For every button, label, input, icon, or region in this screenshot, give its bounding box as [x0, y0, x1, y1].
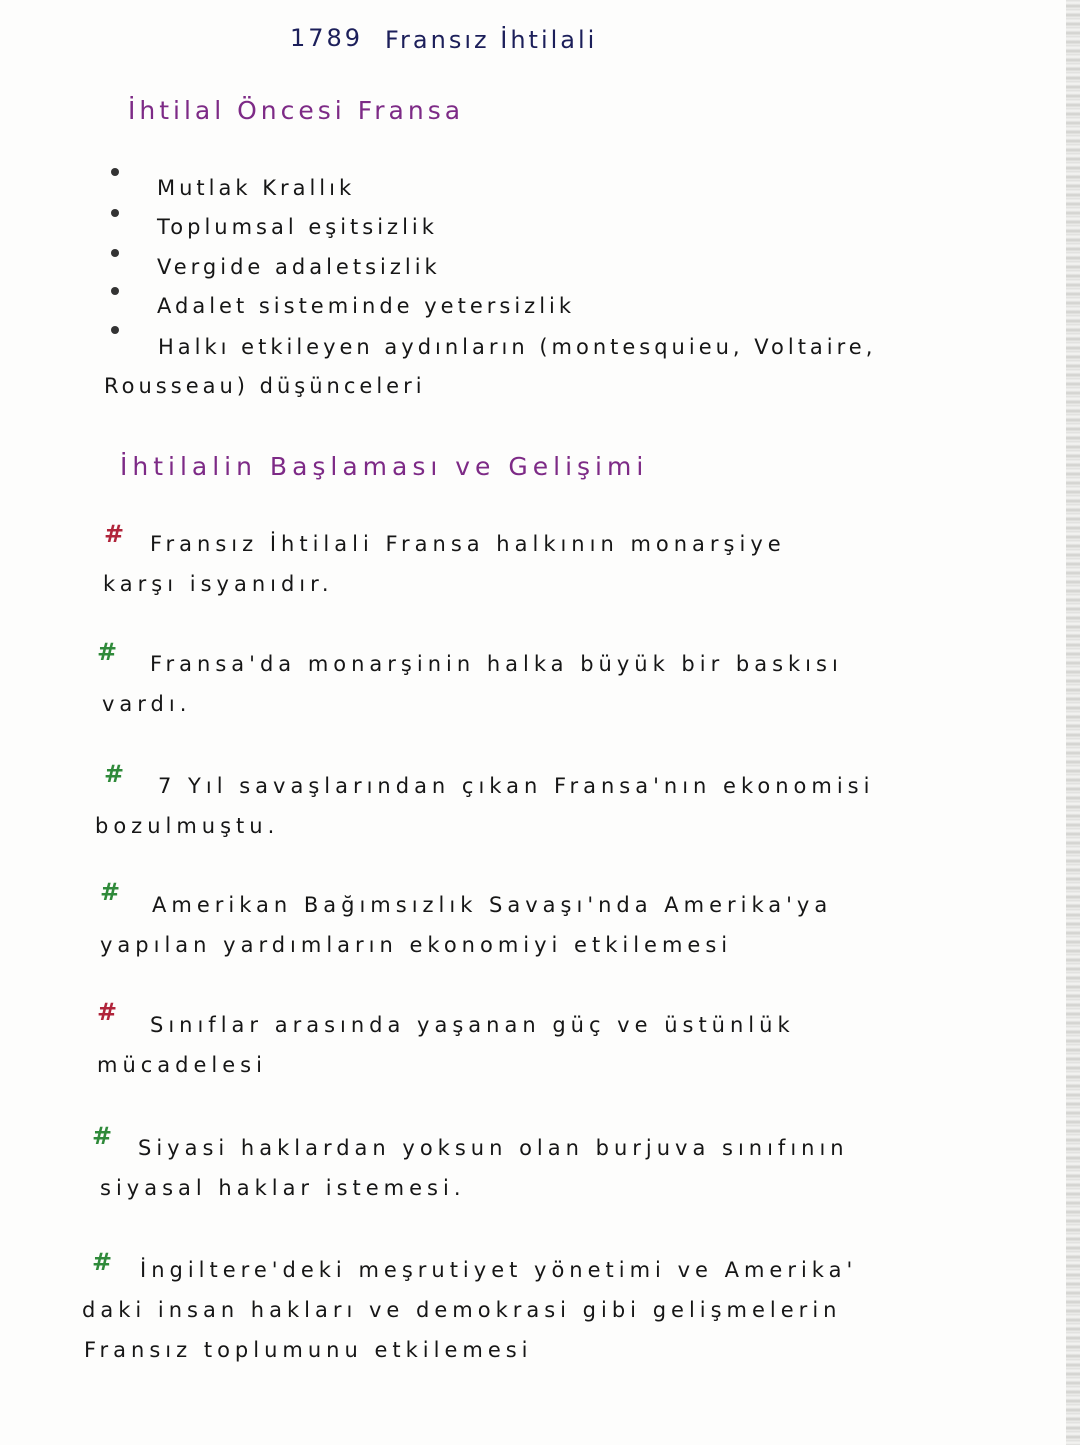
bullet-dot-icon	[111, 287, 119, 295]
list-item-line: Siyasi haklardan yoksun olan burjuva sınıfının	[138, 1136, 849, 1160]
bullet-dot-icon	[111, 249, 119, 257]
bullet-item-continuation: Rousseau) düşünceleri	[104, 374, 426, 398]
list-item-line: Sınıflar arasında yaşanan güç ve üstünlük	[150, 1013, 795, 1037]
bullet-item: Adalet sisteminde yetersizlik	[157, 294, 576, 318]
hash-bullet-icon: #	[104, 760, 125, 788]
list-item-line: Fransa'da monarşinin halka büyük bir baskısı	[150, 652, 843, 676]
bullet-dot-icon	[111, 168, 119, 176]
hash-bullet-icon: #	[104, 520, 125, 548]
hash-bullet-icon: #	[97, 638, 118, 666]
section-heading-revolution-development: İhtilalin Başlaması ve Gelişimi	[120, 452, 649, 481]
hash-bullet-icon: #	[100, 878, 121, 906]
hash-bullet-icon: #	[97, 998, 118, 1026]
list-item-line: 7 Yıl savaşlarından çıkan Fransa'nın ekonomisi	[158, 774, 875, 798]
list-item-line: İngiltere'deki meşrutiyet yönetimi ve Amerika'	[140, 1258, 858, 1282]
list-item-line: bozulmuştu.	[95, 814, 280, 838]
bullet-dot-icon	[111, 326, 119, 334]
bullet-item: Vergide adaletsizlik	[157, 255, 441, 279]
torn-page-edge	[1066, 0, 1080, 1445]
list-item-line: mücadelesi	[97, 1053, 267, 1077]
list-item-line: vardı.	[102, 692, 192, 716]
bullet-item: Mutlak Krallık	[157, 176, 356, 200]
bullet-item: Halkı etkileyen aydınların (montesquieu, Voltaire,	[158, 335, 877, 359]
list-item-line: karşı isyanıdır.	[103, 572, 334, 596]
list-item-line: Fransız İhtilali Fransa halkının monarşiye	[150, 532, 786, 556]
list-item-line: siyasal haklar istemesi.	[100, 1176, 466, 1200]
list-item-line: Amerikan Bağımsızlık Savaşı'nda Amerika'ya	[152, 893, 833, 917]
page-title: Fransız İhtilali	[385, 26, 598, 54]
hash-bullet-icon: #	[92, 1122, 113, 1150]
list-item-line: daki insan hakları ve demokrasi gibi gelişmelerin	[82, 1298, 842, 1322]
hash-bullet-icon: #	[92, 1248, 113, 1276]
page-title-year: 1789	[290, 24, 364, 52]
list-item-line: yapılan yardımların ekonomiyi etkilemesi	[100, 933, 733, 957]
bullet-dot-icon	[111, 209, 119, 217]
section-heading-before-revolution: İhtilal Öncesi Fransa	[128, 96, 465, 125]
bullet-item: Toplumsal eşitsizlik	[157, 215, 438, 239]
list-item-line: Fransız toplumunu etkilemesi	[84, 1338, 533, 1362]
